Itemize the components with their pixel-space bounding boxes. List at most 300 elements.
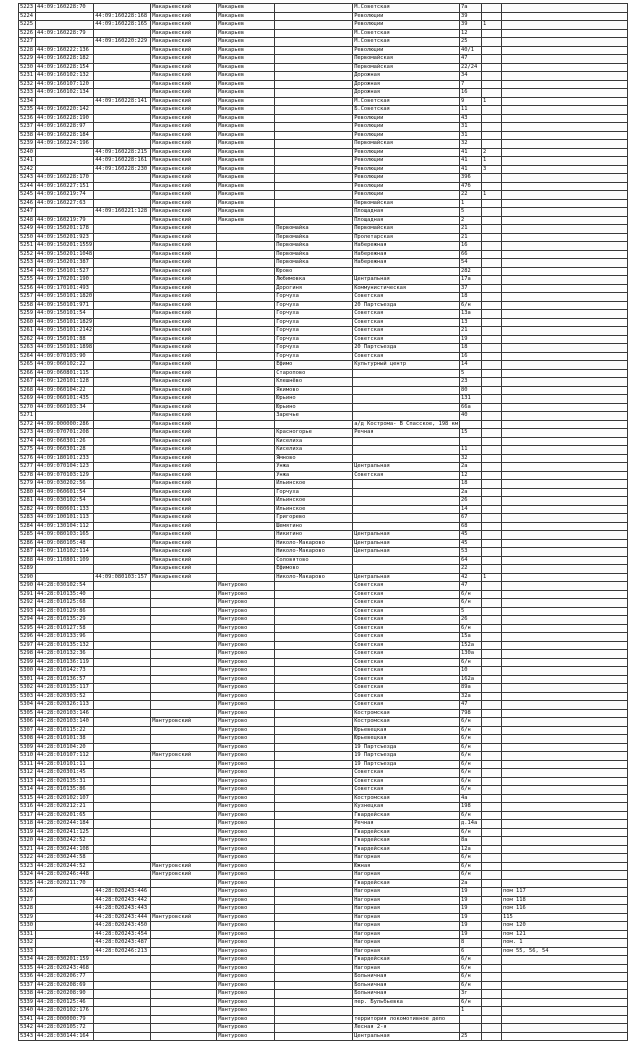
cell-town: Макарьев [217,114,275,123]
cell-settlement [275,743,353,752]
table-row [19,803,628,812]
cell-land-cadastral-number: 44:28:020102:107 [36,794,94,803]
cell-land-cadastral-number: 44:09:070701:208 [36,429,94,438]
cell-street: Первомайская [353,63,460,72]
cell-building-cadastral-number [94,344,151,353]
cell-row-number: 5318 [19,820,36,829]
cell-house: 9 [460,97,482,106]
cell-note [502,1015,628,1024]
cell-note [502,752,628,761]
cell-settlement: Юрово [275,267,353,276]
cell-house: 2а [460,488,482,497]
cell-district: Макарьевский [151,157,217,166]
cell-town [217,395,275,404]
cell-street: 19 Партсъезда [353,752,460,761]
cell-flat [482,565,502,574]
table-row [19,480,628,489]
cell-settlement [275,803,353,812]
cell-note [502,403,628,412]
cell-building-cadastral-number [94,199,151,208]
cell-flat [482,4,502,13]
cell-street [353,437,460,446]
cell-house: 47б [460,182,482,191]
cell-row-number: 5256 [19,284,36,293]
cell-settlement [275,752,353,761]
cell-town [217,352,275,361]
cell-town: Мантурово [217,913,275,922]
table-row [19,743,628,752]
cell-flat [482,828,502,837]
cell-street: Дорожная [353,80,460,89]
table-row [19,913,628,922]
cell-settlement [275,939,353,948]
cell-town: Макарьев [217,199,275,208]
cell-house: 5 [460,369,482,378]
cell-district: Макарьевский [151,386,217,395]
cell-town [217,429,275,438]
cell-row-number: 5237 [19,123,36,132]
cell-town: Мантурово [217,760,275,769]
cell-building-cadastral-number [94,650,151,659]
cell-building-cadastral-number: 44:28:020243:487 [94,939,151,948]
cell-street: Советская [353,582,460,591]
cell-land-cadastral-number: 44:28:010135:117 [36,684,94,693]
cell-district: Макарьевский [151,369,217,378]
cell-street: Больничная [353,973,460,982]
cell-note [502,548,628,557]
cell-building-cadastral-number [94,318,151,327]
cell-note [502,675,628,684]
cell-building-cadastral-number [94,454,151,463]
cell-building-cadastral-number [94,488,151,497]
cell-district [151,777,217,786]
cell-flat [482,378,502,387]
table-row [19,174,628,183]
cell-street: 19 Партсъезда [353,760,460,769]
cell-settlement: Унжа [275,463,353,472]
cell-land-cadastral-number: 44:09:160228:184 [36,131,94,140]
cell-house: 18 [460,480,482,489]
cell-town: Мантурово [217,769,275,778]
cell-settlement: Горчуха [275,301,353,310]
cell-street: Советская [353,641,460,650]
cell-note [502,981,628,990]
cell-building-cadastral-number: 44:09:160228:168 [94,12,151,21]
cell-house: 6/н [460,726,482,735]
cell-district [151,905,217,914]
cell-district: Макарьевский [151,505,217,514]
cell-settlement [275,692,353,701]
cell-house: 14 [460,361,482,370]
cell-district [151,879,217,888]
cell-note [502,556,628,565]
cell-row-number: 5289 [19,565,36,574]
cell-row-number: 5333 [19,947,36,956]
cell-flat [482,692,502,701]
cell-street: а/д Кострома- В Спасское, 198 км [354,420,459,427]
cell-row-number: 5264 [19,352,36,361]
table-row [19,471,628,480]
table-row [19,335,628,344]
table-row [19,794,628,803]
cell-street: Советская [353,675,460,684]
cell-district: Макарьевский [151,301,217,310]
cell-note [502,72,628,81]
cell-note [502,514,628,523]
cell-flat: 3 [482,165,502,174]
cell-building-cadastral-number [94,786,151,795]
cell-settlement [275,667,353,676]
cell-street [353,497,460,506]
cell-note [502,89,628,98]
cell-street: Советская [353,335,460,344]
cell-land-cadastral-number: 44:09:170101:493 [36,284,94,293]
cell-flat: 1 [482,573,502,582]
cell-note [502,701,628,710]
cell-building-cadastral-number [94,871,151,880]
cell-row-number: 5297 [19,641,36,650]
cell-street: Советская [353,590,460,599]
cell-flat [482,55,502,64]
cell-street: Центральная [353,531,460,540]
cell-note [502,157,628,166]
cell-town: Макарьев [217,63,275,72]
cell-settlement [275,106,353,115]
cell-building-cadastral-number [94,675,151,684]
cell-note [502,624,628,633]
cell-flat [482,259,502,268]
cell-house: 22 [460,565,482,574]
cell-land-cadastral-number: 44:28:020103:140 [36,718,94,727]
cell-street: Советская [353,769,460,778]
cell-district: Макарьевский [151,216,217,225]
cell-land-cadastral-number: 44:09:160227:63 [36,199,94,208]
cell-town [217,386,275,395]
table-row [19,522,628,531]
cell-house: 6/н [460,862,482,871]
cell-land-cadastral-number: 44:28:020102:176 [36,1007,94,1016]
cell-flat [482,437,502,446]
cell-settlement: Юрьино [275,395,353,404]
cell-district: Макарьевский [151,352,217,361]
cell-row-number: 5239 [19,140,36,149]
cell-building-cadastral-number [94,684,151,693]
cell-row-number: 5342 [19,1024,36,1033]
cell-flat [482,395,502,404]
cell-settlement [275,871,353,880]
cell-settlement [275,930,353,939]
cell-settlement: Горчуха [275,352,353,361]
cell-town [217,335,275,344]
cell-district: Макарьевский [151,463,217,472]
cell-town: Мантурово [217,998,275,1007]
cell-building-cadastral-number: 44:28:020243:444 [94,913,151,922]
cell-row-number: 5300 [19,667,36,676]
cell-street [353,395,460,404]
cell-land-cadastral-number: 44:09:150201:923 [36,233,94,242]
cell-flat [482,871,502,880]
cell-town: Мантурово [217,930,275,939]
cell-note [502,964,628,973]
cell-street: Советская [353,624,460,633]
cell-building-cadastral-number: 44:09:080103:157 [94,573,151,582]
cell-land-cadastral-number: 44:28:020244:184 [36,820,94,829]
cell-street [353,1007,460,1016]
cell-house: 5 [460,208,482,217]
cell-building-cadastral-number [94,446,151,455]
table-row [19,140,628,149]
cell-district [151,760,217,769]
cell-district: Макарьевский [151,242,217,251]
cell-building-cadastral-number [94,854,151,863]
cell-note [502,267,628,276]
cell-note [502,471,628,480]
cell-house: 6/н [460,743,482,752]
cell-flat [482,361,502,370]
cell-house: 47 [460,55,482,64]
cell-street: Нагорная [353,913,460,922]
cell-building-cadastral-number [94,862,151,871]
cell-flat [482,267,502,276]
cell-flat [482,46,502,55]
cell-building-cadastral-number [94,794,151,803]
cell-building-cadastral-number [94,1007,151,1016]
cell-town: Мантурово [217,650,275,659]
cell-note [502,684,628,693]
table-row [19,403,628,412]
cell-flat [482,301,502,310]
cell-district: Макарьевский [151,123,217,132]
cell-district: Макарьевский [151,378,217,387]
cell-district: Макарьевский [151,140,217,149]
cell-building-cadastral-number: 44:28:020243:454 [94,930,151,939]
cell-flat [482,522,502,531]
cell-land-cadastral-number: 44:28:020135:31 [36,777,94,786]
cell-settlement [275,174,353,183]
cell-flat [482,454,502,463]
cell-land-cadastral-number: 44:09:080103:165 [36,531,94,540]
cell-town: Мантурово [217,701,275,710]
cell-street: Нагорная [353,930,460,939]
table-row [19,862,628,871]
cell-settlement [275,709,353,718]
cell-district: Мантуровский [151,871,217,880]
cell-note [502,46,628,55]
cell-settlement [275,182,353,191]
cell-land-cadastral-number [36,939,94,948]
cell-building-cadastral-number [94,55,151,64]
cell-flat [482,114,502,123]
cell-row-number: 5343 [19,1032,36,1041]
cell-building-cadastral-number [94,259,151,268]
cell-town: Мантурово [217,752,275,761]
cell-building-cadastral-number [94,386,151,395]
cell-settlement [275,905,353,914]
cell-town [217,454,275,463]
cell-flat [482,123,502,132]
cell-house: 1 [460,1007,482,1016]
cell-district: Макарьевский [151,471,217,480]
cell-flat [482,726,502,735]
cell-flat [482,344,502,353]
cell-district: Макарьевский [151,131,217,140]
cell-flat [482,811,502,820]
cell-building-cadastral-number [94,123,151,132]
cell-house: 66 [460,250,482,259]
cell-building-cadastral-number [94,63,151,72]
cell-note [502,4,628,13]
cell-town: Макарьев [217,46,275,55]
cell-flat [482,862,502,871]
cell-note: пом 118 [502,896,628,905]
table-row [19,956,628,965]
cell-row-number: 5332 [19,939,36,948]
cell-district [151,820,217,829]
table-row [19,429,628,438]
cell-flat [482,990,502,999]
cell-street [353,514,460,523]
cell-settlement [275,165,353,174]
cell-settlement: Первомайка [275,233,353,242]
cell-building-cadastral-number [94,777,151,786]
table-row [19,633,628,642]
cell-district [151,726,217,735]
cell-street: Революции [353,174,460,183]
cell-flat [482,140,502,149]
cell-flat [482,769,502,778]
cell-house: 11 [460,446,482,455]
cell-row-number: 5314 [19,786,36,795]
cell-flat [482,12,502,21]
cell-street: Южная [353,862,460,871]
cell-flat [482,879,502,888]
cell-street: Революции [353,21,460,30]
cell-settlement [275,658,353,667]
cell-flat [482,284,502,293]
cell-settlement [275,157,353,166]
cell-row-number: 5234 [19,97,36,106]
cell-settlement [275,845,353,854]
cell-town [217,505,275,514]
cell-note [502,199,628,208]
cell-note [502,735,628,744]
cell-row-number: 5281 [19,497,36,506]
cell-building-cadastral-number [94,267,151,276]
cell-flat [482,794,502,803]
cell-flat [482,998,502,1007]
cell-land-cadastral-number: 44:09:160222:136 [36,46,94,55]
cell-settlement [275,973,353,982]
cell-flat: 1 [482,157,502,166]
cell-street: Б.Советская [353,106,460,115]
cell-note [502,378,628,387]
table-row [19,879,628,888]
cell-town [217,548,275,557]
cell-house: 19 [460,888,482,897]
cell-town: Мантурово [217,862,275,871]
cell-row-number: 5323 [19,862,36,871]
cell-flat [482,930,502,939]
cell-town: Макарьев [217,157,275,166]
cell-settlement: Горчуха [275,335,353,344]
cell-note: 115 [502,913,628,922]
cell-row-number: 5326 [19,888,36,897]
cell-district [151,896,217,905]
cell-district [151,633,217,642]
cell-note [502,803,628,812]
cell-street: Дорожная [353,72,460,81]
cell-row-number: 5224 [19,12,36,21]
cell-row-number: 5302 [19,684,36,693]
cell-district: Макарьевский [151,225,217,234]
cell-flat [482,947,502,956]
cell-town: Мантурово [217,709,275,718]
cell-building-cadastral-number: 44:28:020243:446 [94,888,151,897]
cell-building-cadastral-number [94,718,151,727]
cell-settlement: Никитино [275,531,353,540]
table-row [19,242,628,251]
cell-settlement [275,12,353,21]
cell-house: 67 [460,514,482,523]
table-row [19,616,628,625]
cell-street: 19 Партсъезда [353,743,460,752]
cell-row-number: 5243 [19,174,36,183]
cell-row-number: 5230 [19,63,36,72]
cell-town: Макарьев [217,216,275,225]
table-row [19,106,628,115]
cell-row-number: 5292 [19,599,36,608]
cell-district [151,769,217,778]
cell-note [502,454,628,463]
cell-land-cadastral-number: 44:28:020241:125 [36,828,94,837]
cell-district: Макарьевский [151,165,217,174]
cell-flat [482,182,502,191]
cell-town: Мантурово [217,633,275,642]
cell-land-cadastral-number: 44:09:060801:115 [36,369,94,378]
cell-house: 7 [460,80,482,89]
cell-note: пом 117 [502,888,628,897]
cell-house: 12а [460,845,482,854]
cell-building-cadastral-number [94,667,151,676]
cell-building-cadastral-number: 44:28:020246:213 [94,947,151,956]
cell-district [151,947,217,956]
cell-settlement: Николо-Макарово [275,539,353,548]
cell-town: Макарьев [217,106,275,115]
table-row [19,378,628,387]
cell-settlement [275,38,353,47]
cell-row-number: 5315 [19,794,36,803]
cell-flat [482,854,502,863]
cell-row-number: 5278 [19,471,36,480]
cell-building-cadastral-number [94,242,151,251]
cell-land-cadastral-number [36,888,94,897]
cell-settlement [275,4,353,13]
cell-street [353,267,460,276]
cell-note [502,420,628,429]
table-row [19,310,628,319]
cell-district: Макарьевский [151,556,217,565]
cell-flat [482,845,502,854]
cell-house: 4а [460,794,482,803]
cell-street: Первомайская [353,225,460,234]
cell-row-number: 5288 [19,556,36,565]
cell-building-cadastral-number [94,437,151,446]
cell-street: Советская [353,471,460,480]
cell-land-cadastral-number [36,930,94,939]
cell-building-cadastral-number [94,641,151,650]
cell-row-number: 5241 [19,157,36,166]
cell-land-cadastral-number: 44:09:150101:1820 [37,293,93,300]
